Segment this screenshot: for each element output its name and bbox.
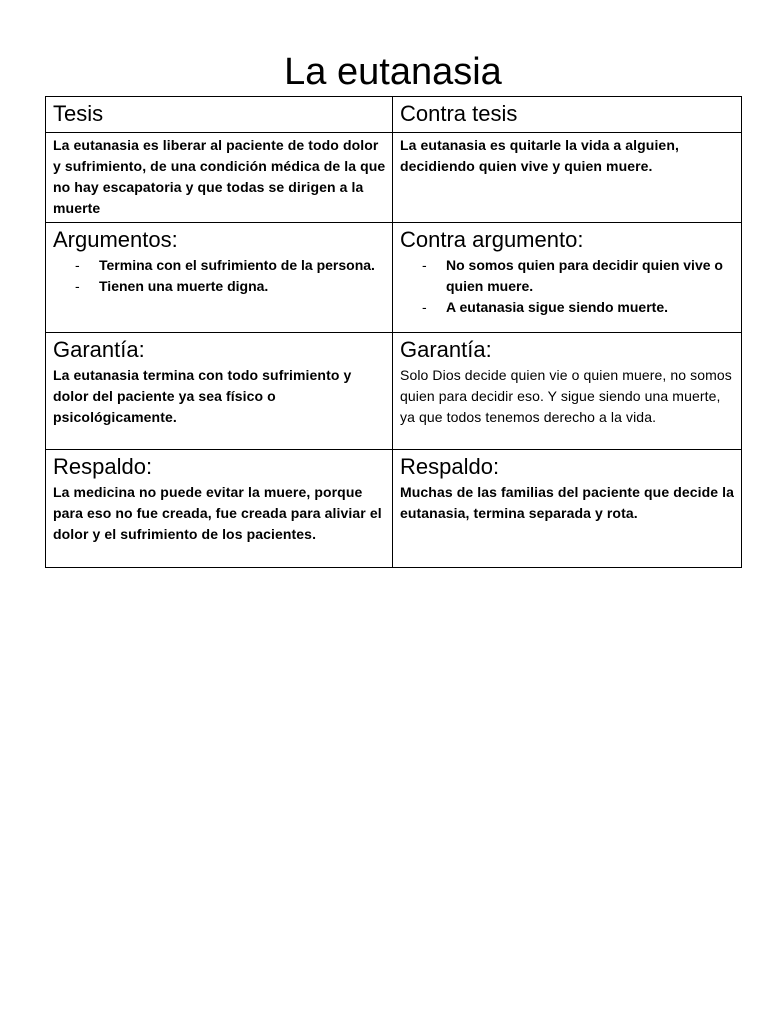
document-title: La eutanasia [284, 51, 502, 93]
respaldo-left-text: La medicina no puede evitar la muere, porque para eso no fue creada, fue creada para aliviar el dolor y el sufrimiento de los pacientes. [53, 484, 382, 542]
contra-argumento-cell [393, 223, 742, 333]
contra-tesis-text-cell [393, 133, 742, 223]
bullet-dash: - [75, 278, 80, 294]
contra-argumento-heading: Contra argumento: [400, 227, 584, 252]
contra-tesis-text: La eutanasia es quitarle la vida a alguien, decidiendo quien vive y quien muere. [400, 137, 679, 174]
respaldo-left-heading: Respaldo: [53, 454, 153, 479]
table-row [46, 133, 742, 223]
contra-tesis-heading-cell [393, 97, 742, 133]
garantia-right-cell [393, 333, 742, 450]
contra-argumento-text: No somos quien para decidir quien vive o quien muere. [446, 257, 723, 294]
tesis-text-cell [46, 133, 393, 223]
bullet-dash: - [75, 257, 80, 273]
bullet-dash: - [422, 299, 427, 315]
garantia-right-heading: Garantía: [400, 337, 492, 362]
garantia-left-heading: Garantía: [53, 337, 145, 362]
list-item [75, 276, 386, 297]
argumento-text: Tienen una muerte digna. [99, 278, 269, 294]
respaldo-right-heading: Respaldo: [400, 454, 500, 479]
table-row [46, 333, 742, 450]
garantia-left-text: La eutanasia termina con todo sufrimiento y dolor del paciente ya sea físico o psicológicamente. [53, 367, 352, 425]
list-item [422, 255, 735, 297]
argumentos-cell [46, 223, 393, 333]
list-item [422, 297, 735, 318]
table-row [46, 223, 742, 333]
contra-tesis-heading: Contra tesis [400, 101, 518, 126]
argumento-text: Termina con el sufrimiento de la persona. [99, 257, 375, 273]
contra-argumento-list [400, 255, 735, 318]
respaldo-left-cell [46, 450, 393, 568]
argument-table [45, 96, 742, 568]
garantia-left-cell [46, 333, 393, 450]
tesis-heading-cell [46, 97, 393, 133]
list-item [75, 255, 386, 276]
tesis-heading: Tesis [53, 101, 104, 126]
respaldo-right-text: Muchas de las familias del paciente que decide la eutanasia, termina separada y rota. [400, 484, 735, 521]
garantia-right-text: Solo Dios decide quien vie o quien muere, no somos quien para decidir eso. Y sigue siendo una muerte, ya que todos tenemos derecho a la vida. [400, 367, 732, 425]
argumentos-heading: Argumentos: [53, 227, 178, 252]
contra-argumento-text: A eutanasia sigue siendo muerte. [446, 299, 668, 315]
tesis-text: La eutanasia es liberar al paciente de todo dolor y sufrimiento, de una condición médica de la que no hay escapatoria y que todas se dirigen a la muerte [53, 137, 386, 216]
argumentos-list [53, 255, 386, 297]
respaldo-right-cell [393, 450, 742, 568]
table-row [46, 450, 742, 568]
bullet-dash: - [422, 257, 427, 273]
table-row [46, 97, 742, 133]
